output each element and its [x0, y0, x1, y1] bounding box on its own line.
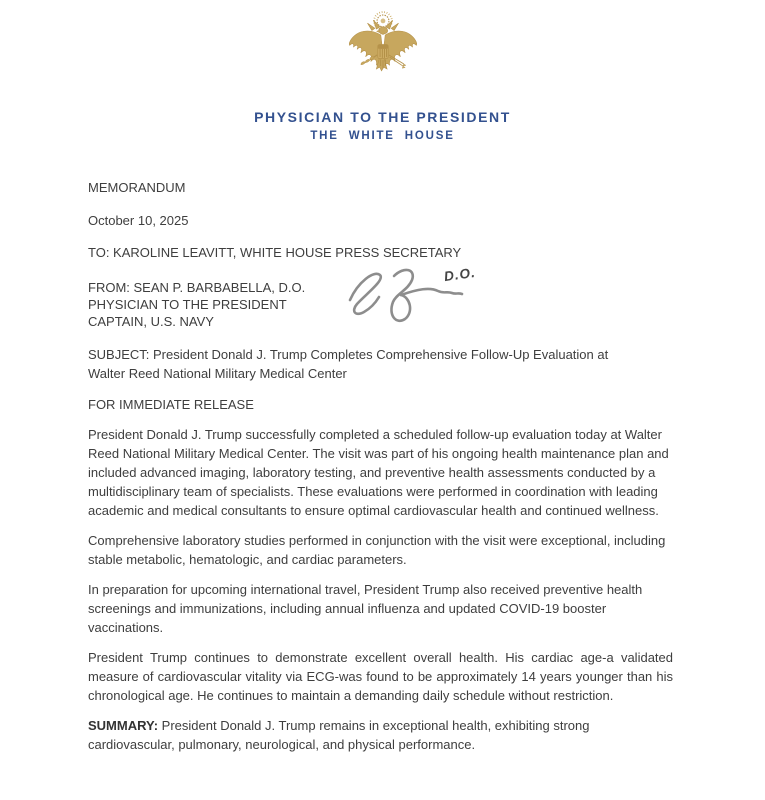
body-paragraph-3: In preparation for upcoming international travel, President Trump also received preventive health screenings and immunizations, including annual influenza and updated COVID-19 booster vaccinations. — [88, 582, 643, 635]
from-line-title: PHYSICIAN TO THE PRESIDENT — [88, 297, 287, 312]
memo-to-line: TO: KAROLINE LEAVITT, WHITE HOUSE PRESS SECRETARY — [88, 245, 462, 260]
memo-from-block — [88, 264, 673, 330]
body-paragraph-1: President Donald J. Trump successfully completed a scheduled follow-up evaluation today at Walter Reed National Military Medical Center. The visit was part of his ongoing health maintenance plan and included advanced imaging, laboratory testing, and preventive health assessments conducted by a multidisciplinary team of specialists. These evaluations were performed in coordination with leading academic and medical consultants to ensure optimal cardiovascular health and continued wellness. — [88, 427, 669, 518]
letterhead-title: PHYSICIAN TO THE PRESIDENT — [254, 109, 511, 125]
memorandum-label: MEMORANDUM — [88, 180, 186, 195]
from-line-name: FROM: SEAN P. BARBABELLA, D.O. — [88, 280, 306, 295]
release-line: FOR IMMEDIATE RELEASE — [88, 397, 254, 412]
summary-text: President Donald J. Trump remains in exceptional health, exhibiting strong cardiovascular, pulmonary, neurological, and physical performance. — [88, 718, 590, 752]
signature-degree-annotation: D.O. — [443, 264, 477, 285]
summary-label: SUMMARY: — [88, 718, 159, 733]
from-line-rank: CAPTAIN, U.S. NAVY — [88, 314, 214, 329]
summary-paragraph — [88, 716, 673, 754]
great-seal-eagle-icon — [346, 8, 420, 96]
letterhead — [0, 8, 765, 142]
body-paragraph-4: President Trump continues to demonstrate excellent overall health. His cardiac age-a validated measure of cardiovascular vitality via ECG-was found to be approximately 14 years younger than his chronological age. He continues to maintain a demanding daily schedule without restriction. — [88, 650, 673, 703]
memo-subject-line: SUBJECT: President Donald J. Trump Completes Comprehensive Follow-Up Evaluation at Walter Reed National Military Medical Center — [88, 347, 609, 381]
body-paragraph-2: Comprehensive laboratory studies performed in conjunction with the visit were exceptional, including stable metabolic, hematologic, and cardiac parameters. — [88, 533, 666, 567]
memo-date: October 10, 2025 — [88, 213, 189, 228]
memo-body — [0, 178, 765, 754]
letterhead-subtitle: THE WHITE HOUSE — [310, 130, 455, 142]
